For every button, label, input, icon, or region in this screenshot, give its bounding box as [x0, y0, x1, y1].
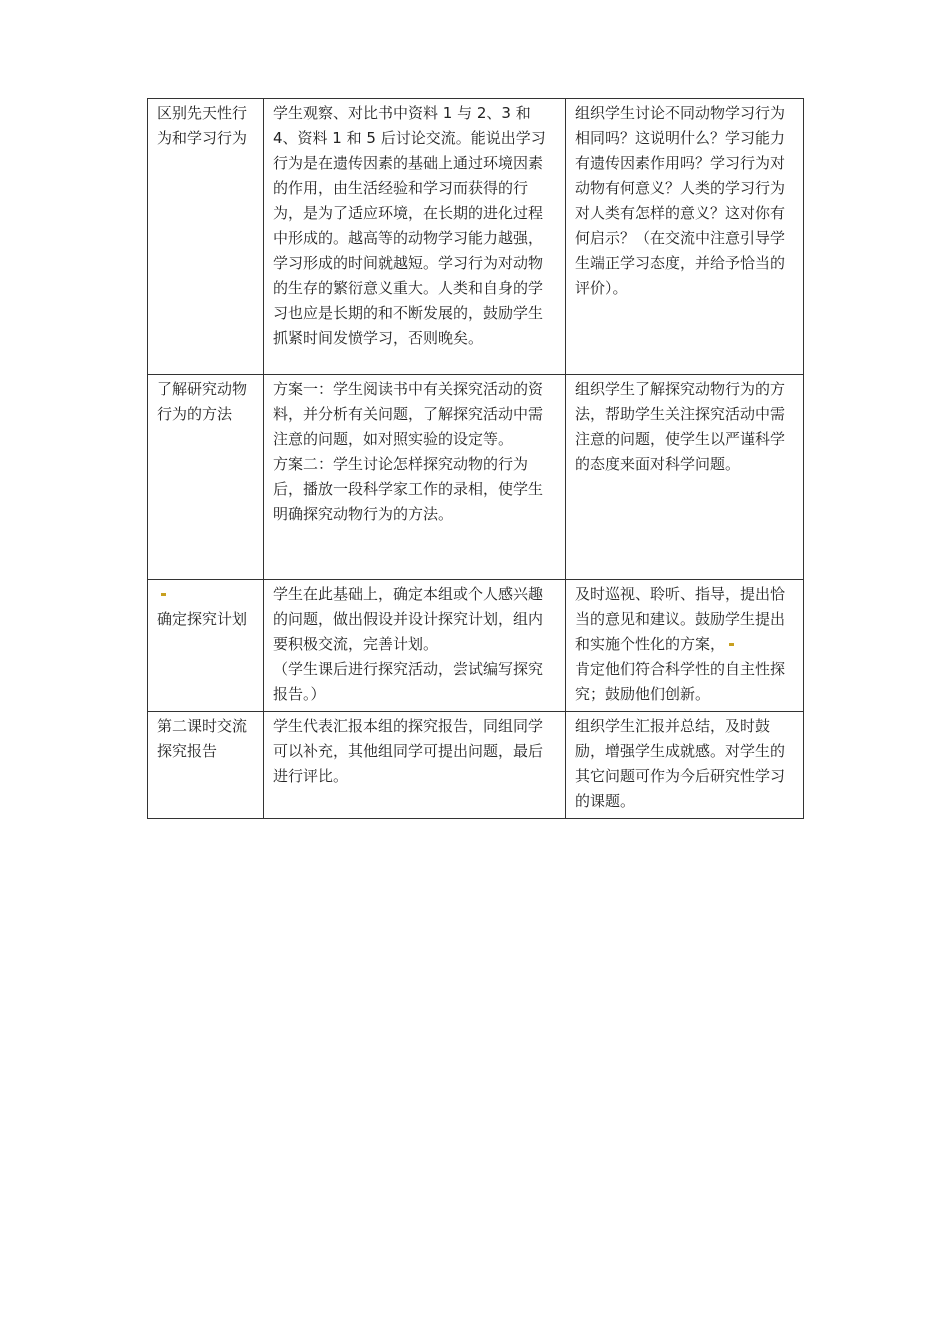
activity-text: 方案二：学生讨论怎样探究动物的行为后，播放一段科学家工作的录相，使学生明确探究动物行为的方法。 [273, 455, 544, 523]
activity-cell [264, 375, 566, 580]
activity-text: 学生在此基础上，确定本组或个人感兴趣的问题，做出假设并设计探究计划，组内要积极交流，完善计划。 [273, 585, 544, 653]
table-row [148, 375, 804, 580]
topic-text: 区别先天性行为和学习行为 [157, 104, 248, 147]
activity-text: （学生课后进行探究活动，尝试编写探究报告。） [273, 660, 544, 703]
topic-text: 第二课时交流探究报告 [157, 717, 248, 760]
lesson-plan-table [147, 98, 804, 819]
activity-cell [264, 99, 566, 375]
table-row [148, 712, 804, 819]
activity-text: 学生观察、对比书中资料 1 与 2、3 和 4、资料 1 和 5 后讨论交流。能说出学习行为是在遗传因素的基础上通过环境因素的作用，由生活经验和学习而获得的行为，是为了适应环境，在长期的进化过程中形成的。越高等的动物学习能力越强，学习形成的时间就越短。学习行为对动物的生存的繁衍意义重大。人类和自身的学习也应是长期的和不断发展的，鼓励学生抓紧时间发愤学习，否则晚矣。 [273, 104, 546, 347]
guidance-text: 组织学生汇报并总结，及时鼓励，增强学生成就感。对学生的其它问题可作为今后研究性学习的课题。 [575, 717, 786, 810]
guidance-text: 及时巡视、聆听、指导，提出恰当的意见和建议。鼓励学生提出和实施个性化的方案， [575, 585, 786, 653]
guidance-text: 组织学生讨论不同动物学习行为相同吗？这说明什么？学习能力有遗传因素作用吗？学习行为对动物有何意义？人类的学习行为对人类有怎样的意义？这对你有何启示？（在交流中注意引导学生端正学习态度，并给予恰当的评价）。 [575, 104, 786, 297]
topic-text: 确定探究计划 [157, 610, 248, 628]
topic-cell [148, 99, 264, 375]
activity-cell [264, 712, 566, 819]
topic-text: 了解研究动物行为的方法 [157, 380, 248, 423]
guidance-cell [566, 99, 804, 375]
guidance-text: 组织学生了解探究动物行为的方法，帮助学生关注探究活动中需注意的问题，使学生以严谨科学的态度来面对科学问题。 [575, 380, 786, 473]
guidance-text: 肯定他们符合科学性的自主性探究；鼓励他们创新。 [575, 660, 786, 703]
activity-text: 学生代表汇报本组的探究报告，同组同学可以补充，其他组同学可提出问题，最后进行评比。 [273, 717, 544, 785]
activity-text: 方案一：学生阅读书中有关探究活动的资料，并分析有关问题，了解探究活动中需注意的问题，如对照实验的设定等。 [273, 380, 544, 448]
table-row [148, 580, 804, 712]
guidance-cell [566, 375, 804, 580]
table-row [148, 99, 804, 375]
guidance-cell [566, 712, 804, 819]
topic-cell [148, 712, 264, 819]
highlight-mark [729, 643, 734, 646]
guidance-cell [566, 580, 804, 712]
topic-cell [148, 375, 264, 580]
topic-cell [148, 580, 264, 712]
activity-cell [264, 580, 566, 712]
highlight-mark [161, 593, 166, 596]
